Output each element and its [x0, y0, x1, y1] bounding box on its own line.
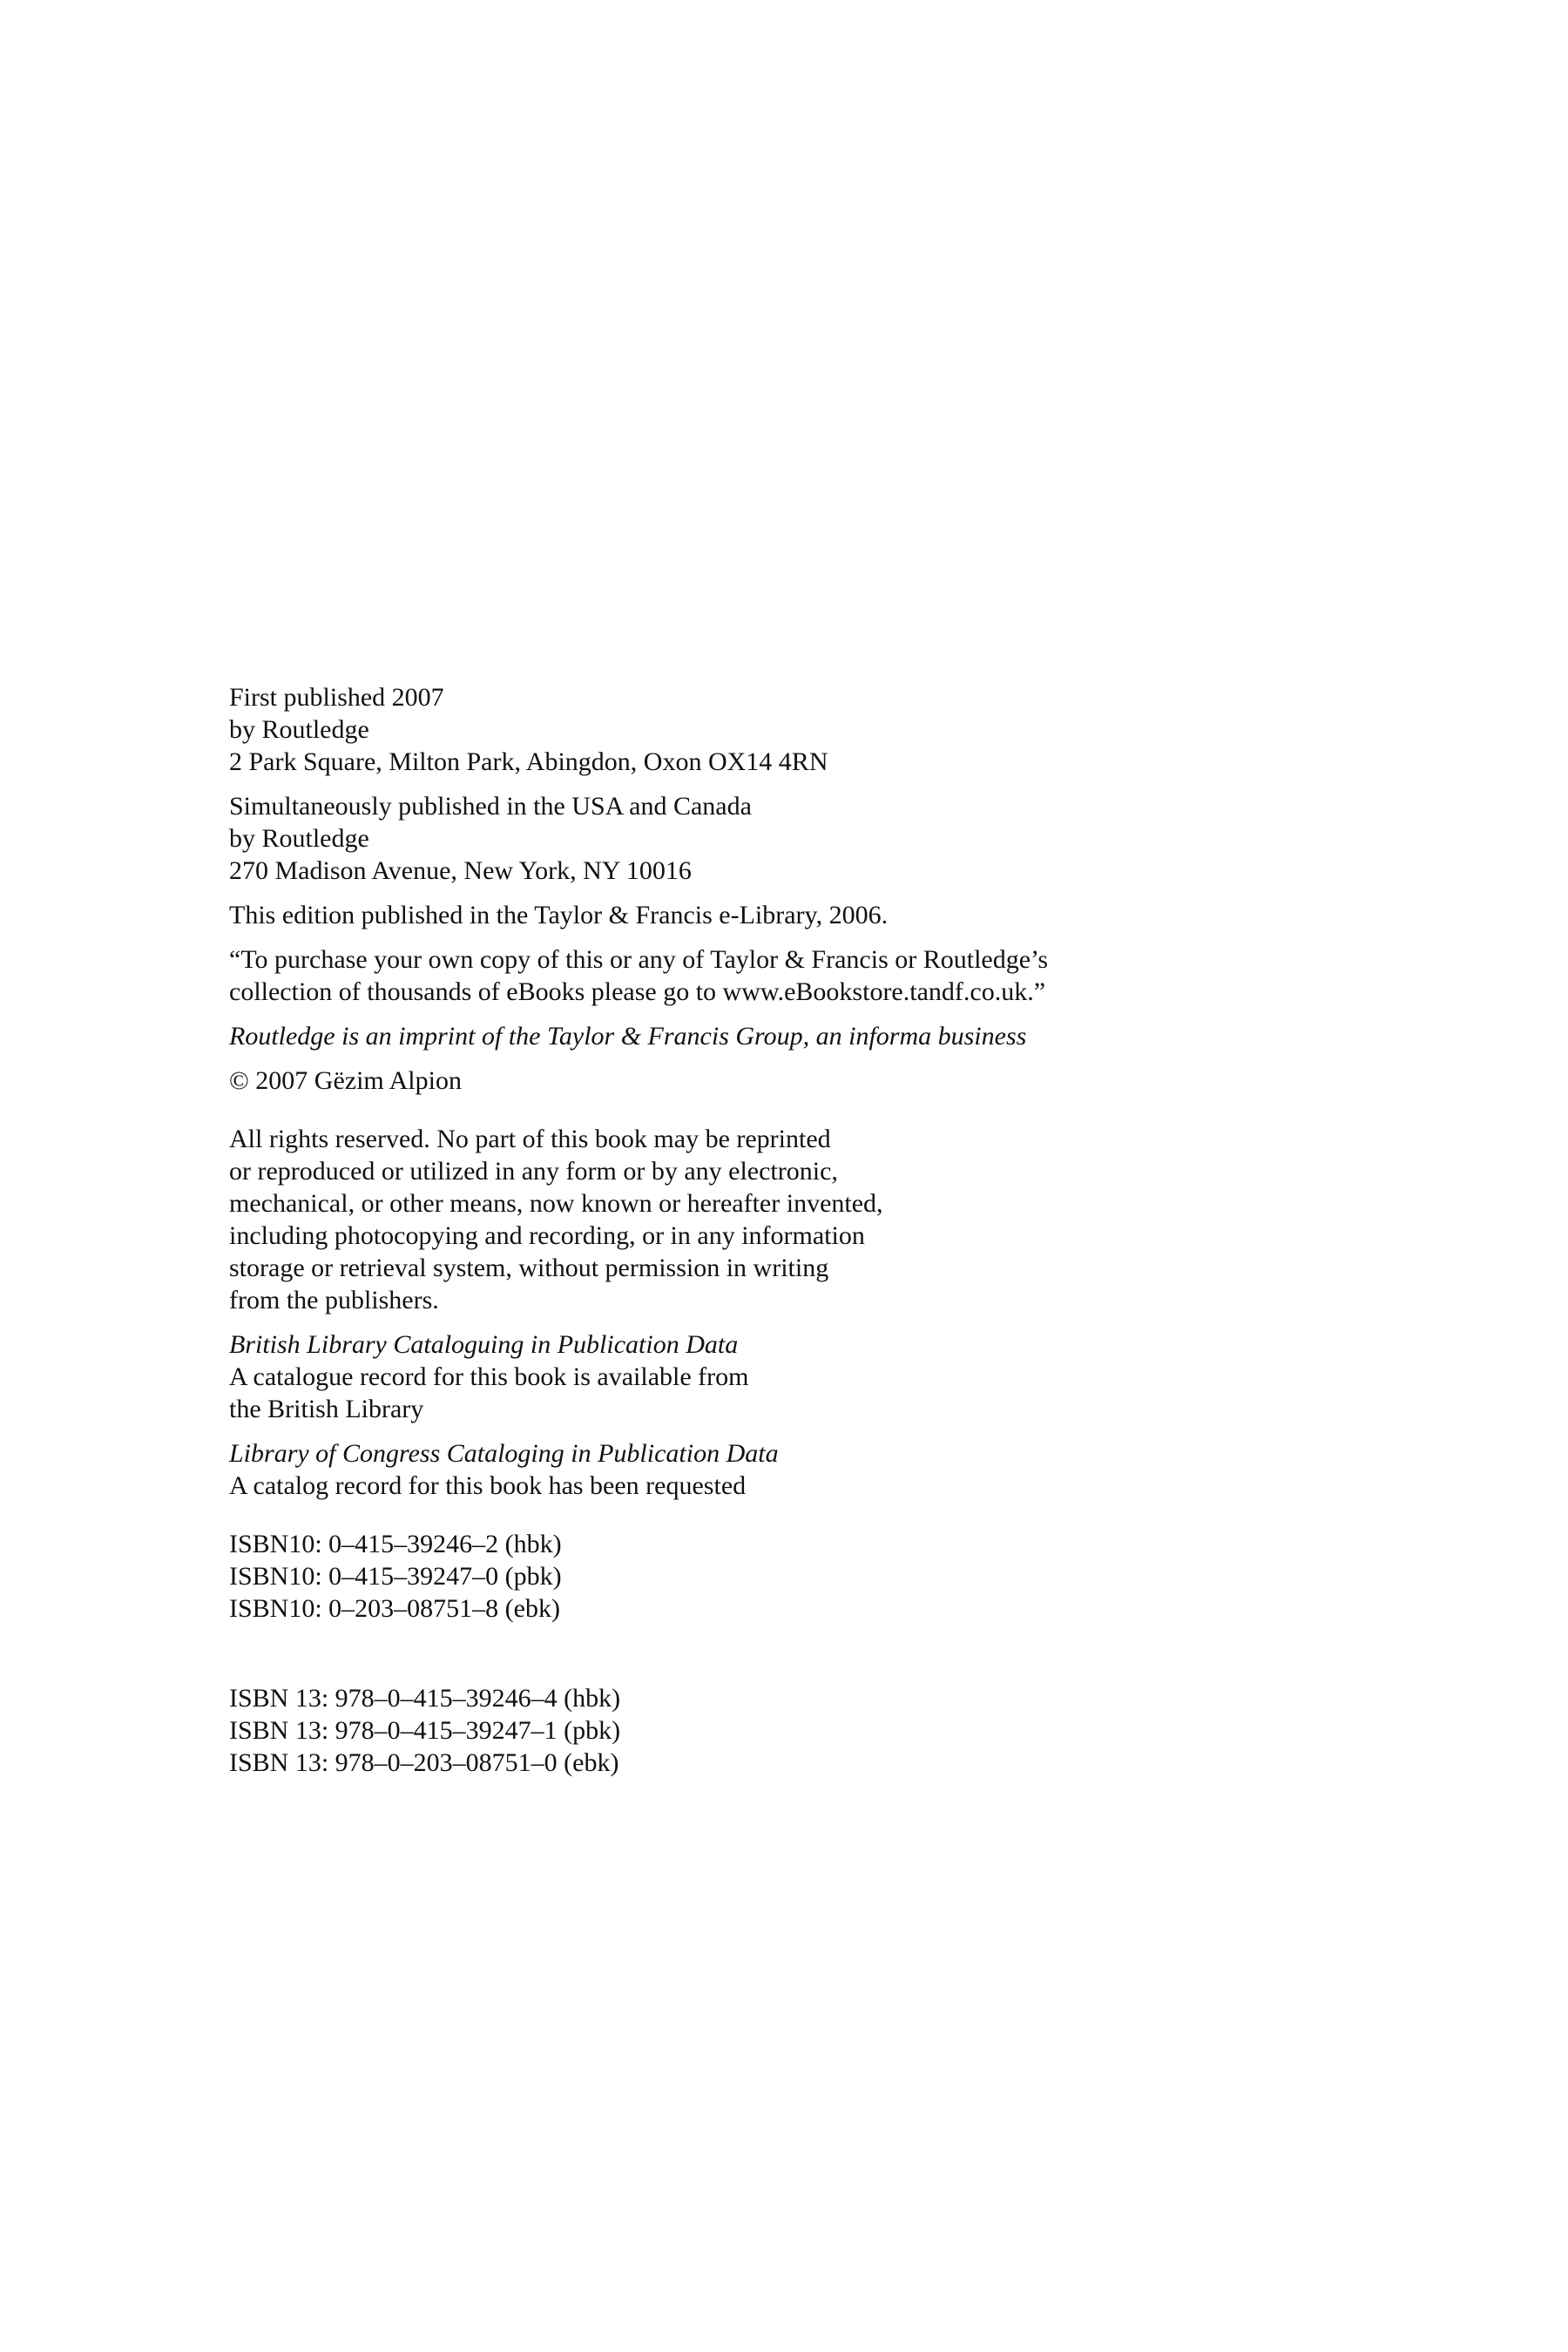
isbn13-ebk: ISBN 13: 978–0–203–08751–0 (ebk) [229, 1748, 619, 1777]
rights-line: All rights reserved. No part of this book may be reprinted [229, 1125, 831, 1153]
rights-reserved [229, 1123, 1274, 1316]
rights-line: mechanical, or other means, now known or hereafter invented, [229, 1189, 883, 1218]
simultaneous-publication [229, 790, 1274, 887]
imprint-note-line: Routledge is an imprint of the Taylor & Francis Group, an informa business [229, 1022, 1027, 1051]
copyright-notice [229, 1064, 1274, 1097]
isbn13-pbk: ISBN 13: 978–0–415–39247–1 (pbk) [229, 1716, 621, 1745]
isbn10-ebk: ISBN10: 0–203–08751–8 (ebk) [229, 1594, 560, 1623]
purchase-note [229, 943, 1274, 1008]
publisher-line: by Routledge [229, 715, 369, 744]
imprint-block [229, 681, 1274, 1791]
isbn10-list [229, 1528, 1274, 1625]
simultaneous-line: Simultaneously published in the USA and Canada [229, 792, 752, 821]
british-library-line-2: the British Library [229, 1395, 424, 1423]
library-of-congress-data [229, 1437, 1274, 1502]
isbn10-pbk: ISBN10: 0–415–39247–0 (pbk) [229, 1562, 562, 1591]
imprint-note [229, 1020, 1274, 1052]
rights-line: storage or retrieval system, without permission in writing [229, 1254, 829, 1282]
first-published-line: First published 2007 [229, 683, 444, 712]
uk-address-line: 2 Park Square, Milton Park, Abingdon, Oxon OX14 4RN [229, 747, 828, 776]
publication-info [229, 681, 1274, 778]
library-of-congress-heading: Library of Congress Cataloging in Publication Data [229, 1439, 779, 1468]
rights-line: or reproduced or utilized in any form or by any electronic, [229, 1157, 838, 1186]
isbn13-list [229, 1682, 1274, 1779]
us-address-line: 270 Madison Avenue, New York, NY 10016 [229, 856, 692, 885]
edition-note [229, 899, 1274, 931]
simultaneous-publisher-line: by Routledge [229, 824, 369, 853]
rights-line: including photocopying and recording, or in any information [229, 1221, 865, 1250]
purchase-note-line-1: “To purchase your own copy of this or any of Taylor & Francis or Routledge’s [229, 945, 1049, 974]
copyright-line: © 2007 Gëzim Alpion [229, 1066, 462, 1095]
british-library-line-1: A catalogue record for this book is available from [229, 1362, 749, 1391]
british-library-data [229, 1328, 1274, 1425]
british-library-heading: British Library Cataloguing in Publication Data [229, 1330, 739, 1359]
library-of-congress-line: A catalog record for this book has been requested [229, 1471, 747, 1500]
isbn13-hbk: ISBN 13: 978–0–415–39246–4 (hbk) [229, 1684, 621, 1713]
rights-line: from the publishers. [229, 1286, 439, 1315]
edition-note-line: This edition published in the Taylor & Francis e-Library, 2006. [229, 901, 889, 929]
purchase-note-line-2: collection of thousands of eBooks please go to www.eBookstore.tandf.co.uk.” [229, 977, 1046, 1006]
isbn10-hbk: ISBN10: 0–415–39246–2 (hbk) [229, 1530, 562, 1558]
